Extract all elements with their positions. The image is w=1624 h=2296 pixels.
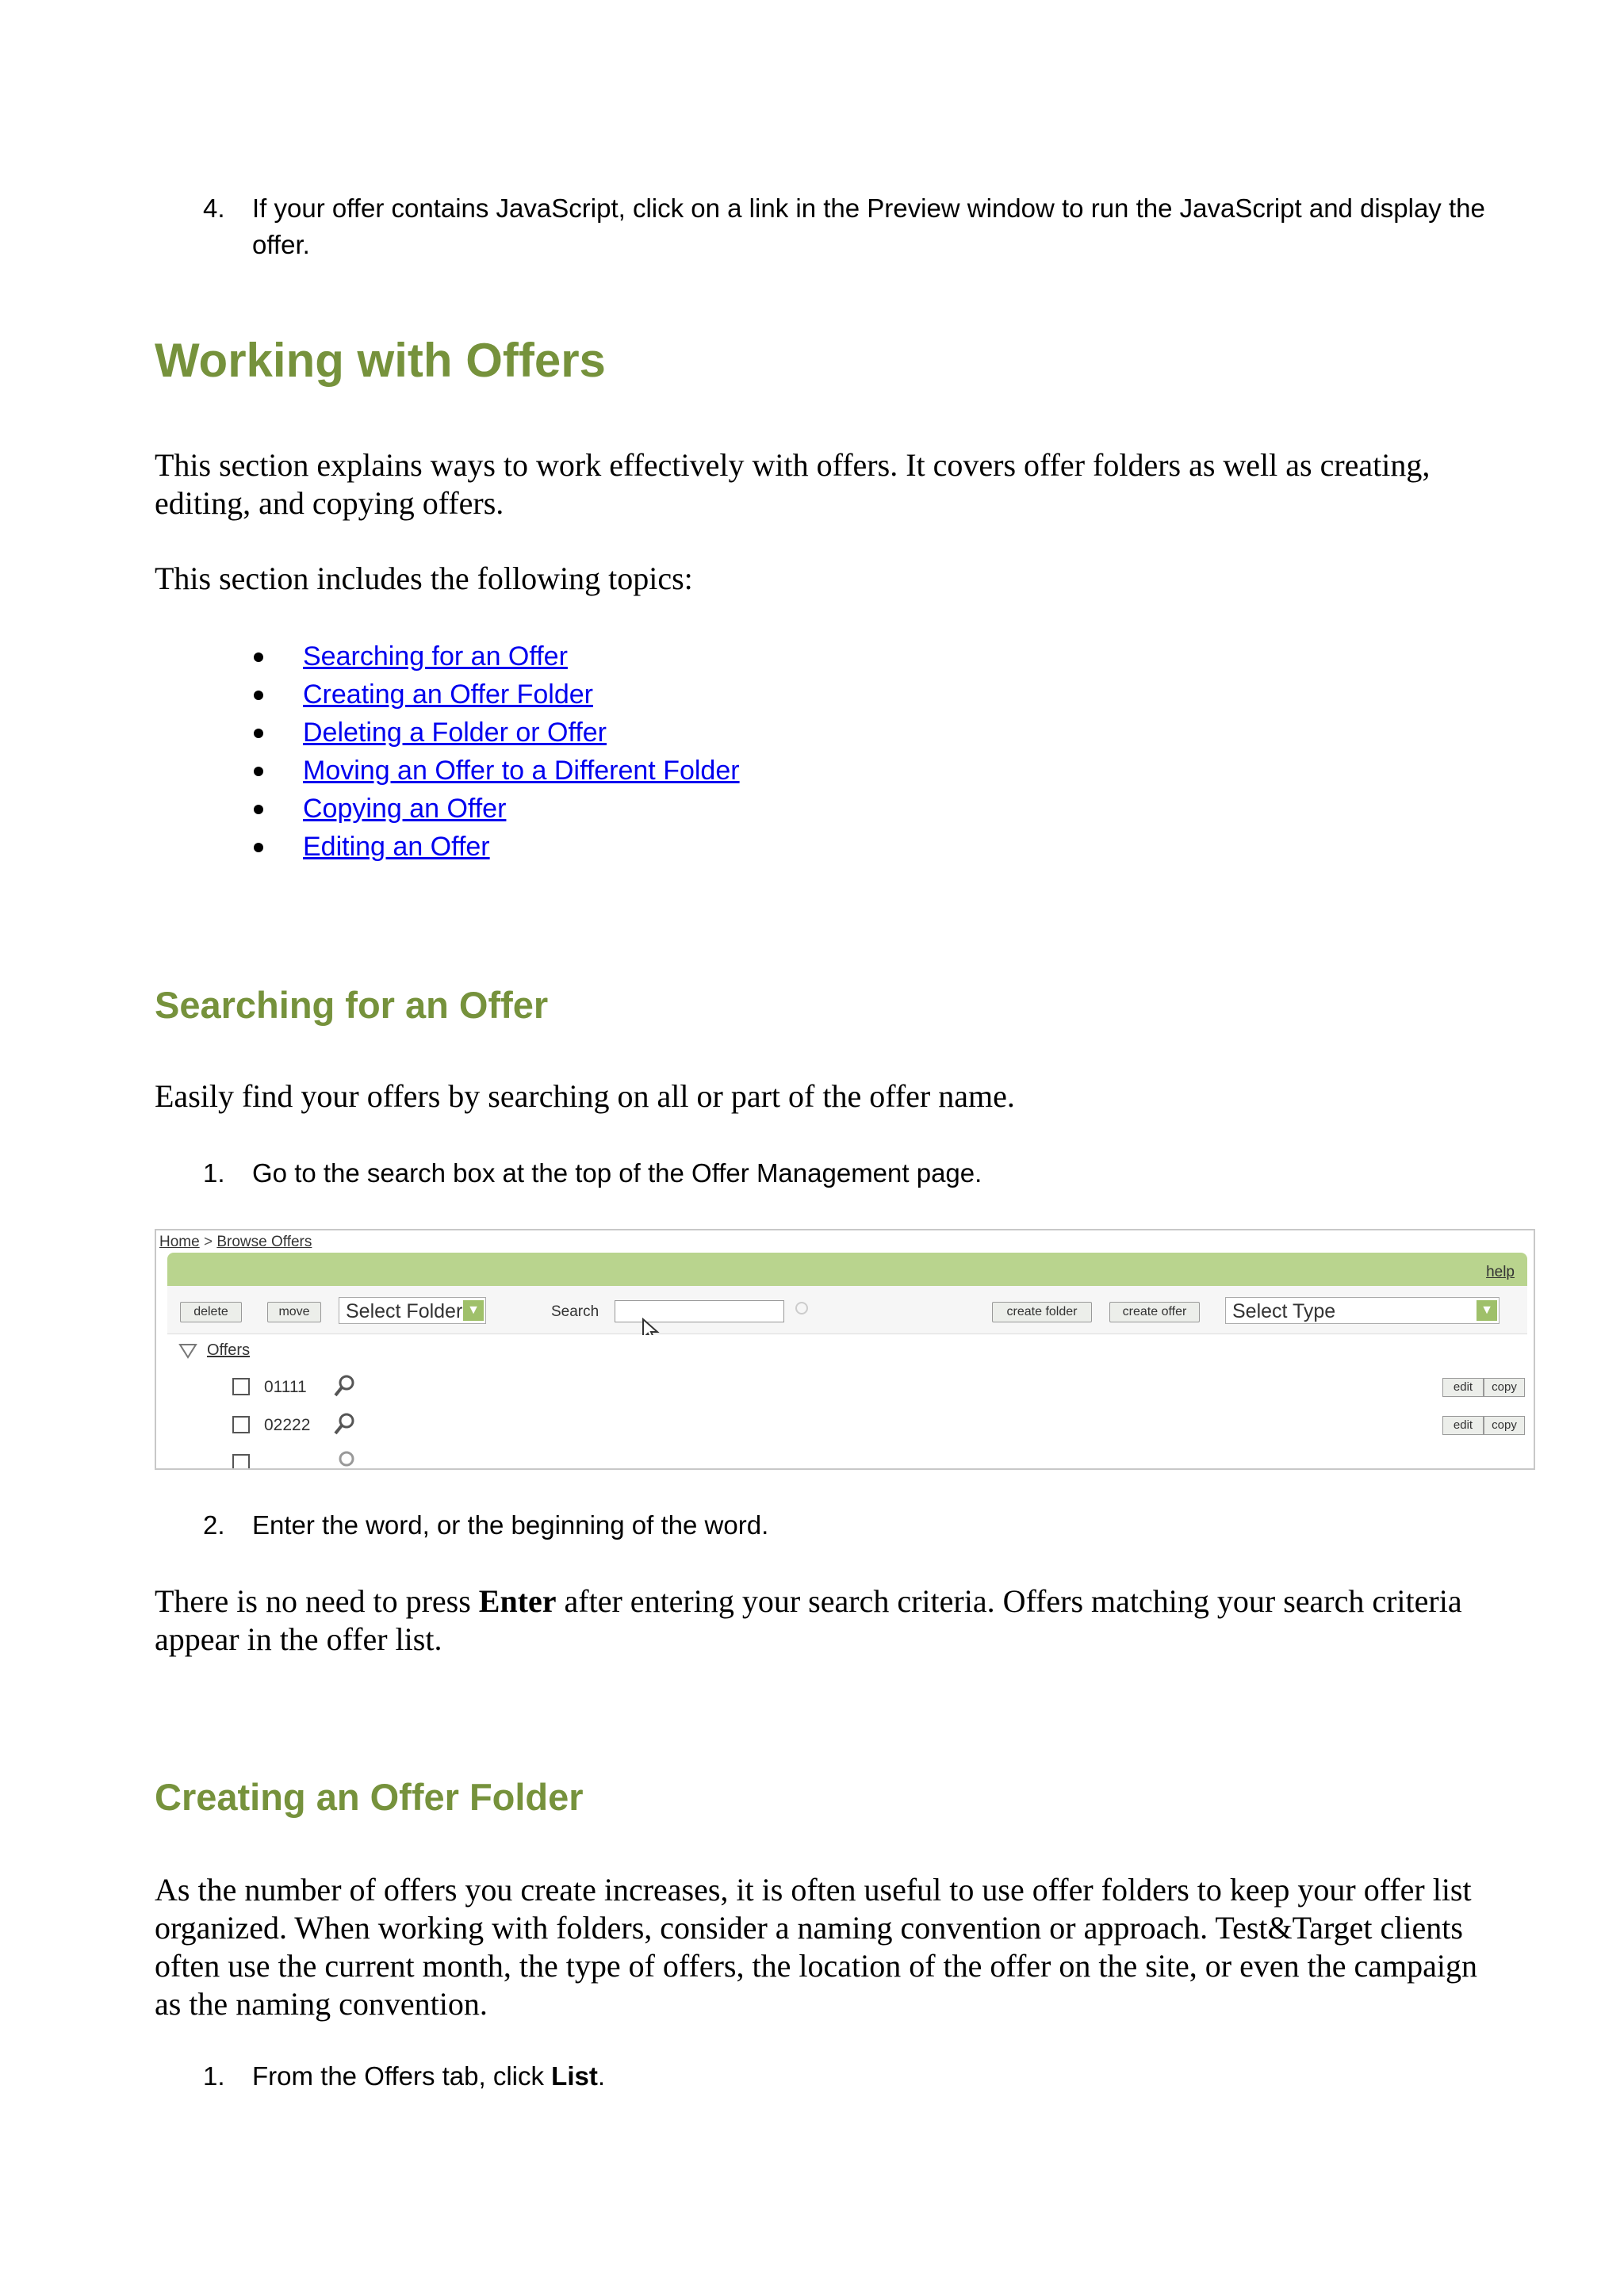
copy-button[interactable]: copy: [1484, 1378, 1525, 1397]
tree-root-offers[interactable]: Offers: [207, 1341, 251, 1359]
breadcrumb-separator: >: [203, 1234, 213, 1250]
breadcrumb: [159, 1234, 312, 1251]
step-text-end: .: [597, 2061, 606, 2091]
preview-magnifier-icon[interactable]: [332, 1411, 358, 1437]
toolbar: [167, 1286, 1527, 1334]
chevron-down-icon: ▼: [463, 1300, 484, 1321]
search-step-2: [203, 1507, 1503, 1547]
search-input[interactable]: [615, 1300, 784, 1322]
bullet: [254, 767, 263, 776]
step-text: [252, 2058, 1489, 2095]
edit-button[interactable]: edit: [1442, 1416, 1484, 1435]
note-enter-key: Enter: [478, 1583, 557, 1619]
breadcrumb-browse-offers[interactable]: Browse Offers: [216, 1234, 312, 1250]
list-item: [254, 637, 1205, 675]
list-item: [254, 675, 1205, 714]
type-select-value: Select Type: [1232, 1300, 1336, 1322]
bullet: [254, 729, 263, 738]
section-title: Working with Offers: [155, 334, 606, 387]
step-text: Go to the search box at the top of the Offer Management page.: [252, 1158, 982, 1188]
chevron-down-icon: ▼: [1477, 1300, 1497, 1321]
offer-management-screenshot: [155, 1229, 1535, 1470]
row-checkbox[interactable]: [232, 1378, 250, 1395]
step-number: 2.: [203, 1510, 225, 1540]
table-row: [167, 1406, 1527, 1445]
topic-link-searching[interactable]: Searching for an Offer: [303, 641, 568, 672]
offer-id: 01111: [264, 1378, 307, 1396]
edit-button[interactable]: edit: [1442, 1378, 1484, 1397]
search-label: Search: [551, 1303, 599, 1320]
step-text-start: From the Offers tab, click: [252, 2061, 552, 2091]
list-item: [254, 828, 1205, 866]
create-folder-button[interactable]: create folder: [992, 1302, 1092, 1322]
table-row-partial: [167, 1445, 1527, 1470]
header-bar: [167, 1253, 1527, 1286]
topic-link-editing[interactable]: Editing an Offer: [303, 832, 490, 862]
folder-select-value: Select Folder: [346, 1300, 463, 1322]
preview-magnifier-icon[interactable]: [332, 1449, 358, 1470]
creating-step-1: [203, 2058, 1503, 2098]
table-row: [167, 1368, 1527, 1407]
type-select[interactable]: [1225, 1297, 1500, 1324]
clear-search-icon[interactable]: [795, 1302, 808, 1314]
note-text-end: after entering your search criteria. Offers matching your search criteria appear in the offer list.: [155, 1583, 1462, 1657]
list-item: [254, 752, 1205, 790]
expand-triangle-icon[interactable]: [178, 1343, 197, 1359]
step-text: Enter the word, or the beginning of the word.: [252, 1510, 769, 1540]
help-link[interactable]: help: [1486, 1264, 1515, 1280]
move-button[interactable]: move: [267, 1302, 321, 1322]
step-number: 1.: [203, 1158, 225, 1188]
topic-link-deleting[interactable]: Deleting a Folder or Offer: [303, 718, 607, 748]
folder-select[interactable]: [339, 1297, 486, 1324]
row-checkbox[interactable]: [232, 1416, 250, 1433]
copy-button[interactable]: copy: [1484, 1416, 1525, 1435]
search-note: [155, 1582, 1503, 1659]
step-number: 1.: [203, 2061, 225, 2091]
list-item: [254, 790, 1205, 828]
section-intro: This section explains ways to work effectively with offers. It covers offer folders as well as creating, editing, and copying offers.: [155, 447, 1431, 521]
searching-title: Searching for an Offer: [155, 984, 549, 1026]
search-step-1: [203, 1155, 1503, 1195]
bullet: [254, 843, 263, 852]
searching-intro: Easily find your offers by searching on all or part of the offer name.: [155, 1078, 1015, 1114]
step-text: If your offer contains JavaScript, click on a link in the Preview window to run the JavaScript and display the offer.: [252, 193, 1485, 259]
bullet: [254, 805, 263, 814]
bullet: [254, 652, 263, 662]
tree-root-row: [167, 1335, 1527, 1369]
list-command: List: [551, 2061, 598, 2091]
topic-link-moving[interactable]: Moving an Offer to a Different Folder: [303, 756, 740, 786]
bullet: [254, 691, 263, 700]
create-offer-button[interactable]: create offer: [1109, 1302, 1200, 1322]
offer-id: 02222: [264, 1416, 311, 1434]
row-checkbox[interactable]: [232, 1454, 250, 1470]
delete-button[interactable]: delete: [180, 1302, 242, 1322]
creating-title: Creating an Offer Folder: [155, 1776, 584, 1818]
creating-intro: As the number of offers you create increases, it is often useful to use offer folders to keep your offer list organized. When working with folders, consider a naming convention or approach. Test&Target clients often use the current month, the type of offers, the location of the offer on the site, or even the campaign as the naming convention.: [155, 1872, 1477, 2022]
topic-list: [254, 637, 1205, 866]
topic-link-creating-folder[interactable]: Creating an Offer Folder: [303, 679, 593, 710]
step-number: 4.: [203, 193, 225, 223]
topics-lead: This section includes the following topics:: [155, 561, 693, 596]
topic-link-copying[interactable]: Copying an Offer: [303, 794, 507, 824]
list-item: [254, 714, 1205, 752]
preview-magnifier-icon[interactable]: [332, 1373, 358, 1399]
breadcrumb-home[interactable]: Home: [159, 1234, 200, 1250]
note-text-start: There is no need to press: [155, 1583, 479, 1619]
step-4: [203, 190, 1503, 270]
